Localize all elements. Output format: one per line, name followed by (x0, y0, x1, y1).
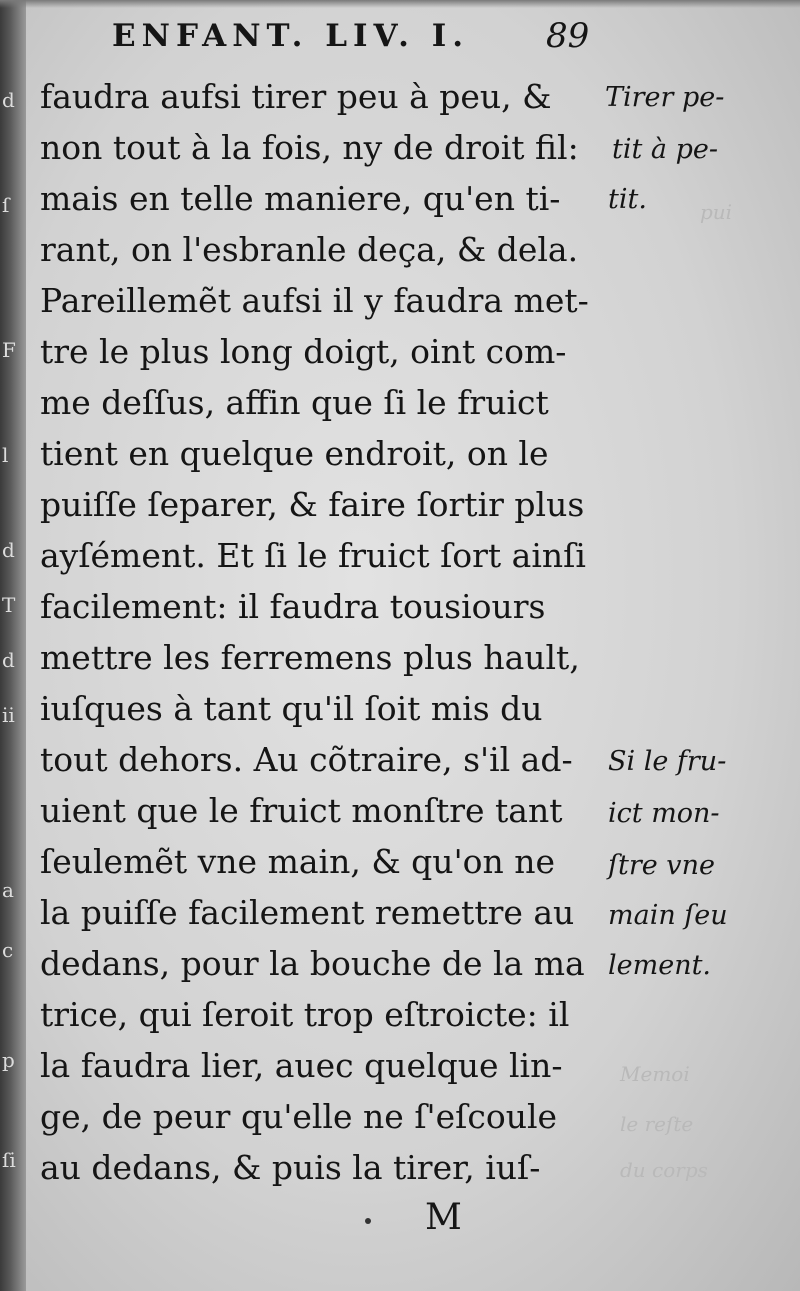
gutter-fragment: d (2, 538, 15, 562)
margin-note-line: ſtre vne (608, 850, 715, 881)
margin-note-line: main ſeu (608, 900, 728, 931)
gutter-fragment: ii (2, 703, 15, 727)
text-line: la puiſſe facilement remettre au (40, 893, 575, 932)
page-number: 89 (546, 16, 590, 56)
bleed-through-text: le reſte (620, 1112, 694, 1136)
margin-note-line: tit à pe- (612, 134, 718, 165)
gutter-fragment: F (2, 338, 16, 362)
margin-note-line: lement. (608, 950, 712, 981)
margin-note-line: Si le fru- (608, 746, 727, 777)
running-head: ENFANT. LIV. I. (112, 18, 470, 54)
text-line: trice, qui ſeroit trop eſtroicte: il (40, 995, 570, 1034)
printer-mark-dot (365, 1218, 371, 1224)
gutter-fragment: ſ (2, 193, 10, 217)
text-line: ayſément. Et ſi le fruict ſort ainſi (40, 536, 586, 575)
text-line: uient que le fruict monſtre tant (40, 791, 563, 830)
gutter-fragment: c (2, 938, 14, 962)
gutter-fragment: d (2, 648, 15, 672)
text-line: tient en quelque endroit, on le (40, 434, 549, 473)
text-line: tre le plus long doigt, oint com- (40, 332, 567, 371)
text-line: la faudra lier, auec quelque lin- (40, 1046, 563, 1085)
gutter-fragment: p (2, 1048, 15, 1072)
gutter-fragment: T (2, 593, 16, 617)
text-line: mettre les ferremens plus hault, (40, 638, 580, 677)
gutter-fragment: l (2, 443, 9, 467)
bleed-through-text: du corps (620, 1158, 708, 1182)
text-line: faudra aufsi tirer peu à peu, & (40, 77, 552, 116)
gutter-fragment: ſi (2, 1148, 16, 1172)
text-line: me deſſus, affin que ſi le fruict (40, 383, 549, 422)
text-line: au dedans, & puis la tirer, iuſ- (40, 1148, 541, 1187)
page-header (0, 12, 800, 62)
text-line: mais en telle maniere, qu'en ti- (40, 179, 561, 218)
text-line: Pareillemẽt aufsi il y faudra met- (40, 281, 589, 320)
text-line: non tout à la fois, ny de droit fil: (40, 128, 579, 167)
text-line: iuſques à tant qu'il ſoit mis du (40, 689, 543, 728)
bleed-through-text: Memoi (620, 1062, 690, 1086)
text-line: puiſſe ſeparer, & faire ſortir plus (40, 485, 585, 524)
signature-mark: M (425, 1197, 462, 1238)
text-line: ge, de peur qu'elle ne ſ'eſcoule (40, 1097, 558, 1136)
page-top-edge (0, 0, 800, 8)
gutter-fragment: d (2, 88, 15, 112)
bleed-through-text: pui (700, 200, 733, 224)
margin-note-line: Tirer pe- (605, 82, 725, 113)
page-gutter (0, 0, 26, 1291)
text-line: dedans, pour la bouche de la ma (40, 944, 585, 983)
margin-note-line: tit. (608, 184, 647, 215)
margin-note-line: ict mon- (608, 798, 720, 829)
gutter-fragment: a (2, 878, 14, 902)
text-line: rant, on l'esbranle deça, & dela. (40, 230, 579, 269)
text-line: facilement: il faudra tousiours (40, 587, 546, 626)
text-line: tout dehors. Au cõtraire, s'il ad- (40, 740, 573, 779)
text-line: ſeulemẽt vne main, & qu'on ne (40, 842, 556, 881)
